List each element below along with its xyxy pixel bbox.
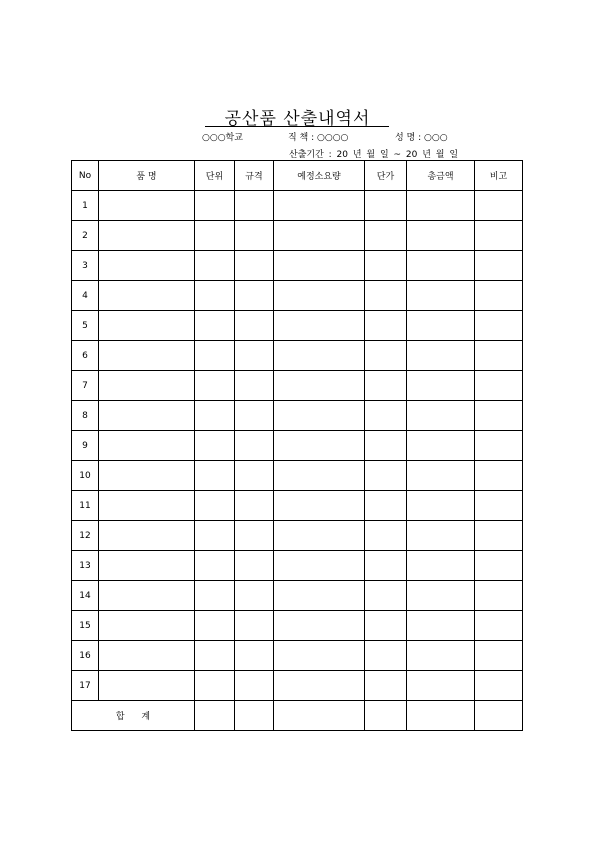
cell-spec[interactable] (235, 431, 274, 461)
cell-item-name[interactable] (99, 401, 195, 431)
cell-unit[interactable] (195, 371, 235, 401)
cell-unit[interactable] (195, 611, 235, 641)
cell-spec[interactable] (235, 671, 274, 701)
row-number: 15 (72, 611, 99, 641)
cell-unit[interactable] (195, 191, 235, 221)
table-row (72, 431, 523, 461)
cell-item-name[interactable] (99, 581, 195, 611)
cell-remarks[interactable] (475, 671, 523, 701)
cell-total-amount[interactable] (407, 641, 475, 671)
cell-unit-price[interactable] (365, 221, 407, 251)
total-cell-quantity[interactable] (274, 701, 365, 731)
header-row (72, 161, 523, 191)
cell-unit[interactable] (195, 251, 235, 281)
cell-total-amount[interactable] (407, 461, 475, 491)
cell-total-amount[interactable] (407, 251, 475, 281)
table-row (72, 191, 523, 221)
cell-unit[interactable] (195, 521, 235, 551)
header-expected-quantity: 예정소요량 (274, 161, 365, 191)
cell-unit-price[interactable] (365, 281, 407, 311)
cell-unit-price[interactable] (365, 311, 407, 341)
cell-unit-price[interactable] (365, 491, 407, 521)
cell-unit-price[interactable] (365, 341, 407, 371)
row-number: 6 (72, 341, 99, 371)
header-no: No (72, 161, 99, 191)
total-cell-price[interactable] (365, 701, 407, 731)
cell-expected-quantity[interactable] (274, 521, 365, 551)
cell-unit[interactable] (195, 311, 235, 341)
cell-spec[interactable] (235, 221, 274, 251)
cell-unit-price[interactable] (365, 521, 407, 551)
cell-unit-price[interactable] (365, 371, 407, 401)
cell-unit[interactable] (195, 641, 235, 671)
cell-unit-price[interactable] (365, 431, 407, 461)
cell-item-name[interactable] (99, 611, 195, 641)
cell-expected-quantity[interactable] (274, 371, 365, 401)
cell-expected-quantity[interactable] (274, 641, 365, 671)
calculation-period: 산출기간 : 20 년 월 일 ~ 20 년 월 일 (289, 150, 459, 160)
cell-remarks[interactable] (475, 521, 523, 551)
cell-expected-quantity[interactable] (274, 581, 365, 611)
header-spec: 규격 (235, 161, 274, 191)
title-underline (205, 126, 389, 127)
cell-spec[interactable] (235, 641, 274, 671)
cell-remarks[interactable] (475, 251, 523, 281)
cell-total-amount[interactable] (407, 341, 475, 371)
cell-expected-quantity[interactable] (274, 551, 365, 581)
total-cell-remarks[interactable] (475, 701, 523, 731)
cell-spec[interactable] (235, 311, 274, 341)
table-row (72, 251, 523, 281)
cell-expected-quantity[interactable] (274, 311, 365, 341)
row-number: 5 (72, 311, 99, 341)
cell-total-amount[interactable] (407, 671, 475, 701)
position-field: 직 책 : ○○○○ (288, 133, 349, 143)
table-row (72, 641, 523, 671)
table-row (72, 461, 523, 491)
cell-unit-price[interactable] (365, 671, 407, 701)
header-total-amount: 총금액 (407, 161, 475, 191)
row-number: 14 (72, 581, 99, 611)
cell-unit-price[interactable] (365, 191, 407, 221)
cell-spec[interactable] (235, 371, 274, 401)
cell-unit-price[interactable] (365, 461, 407, 491)
cell-total-amount[interactable] (407, 191, 475, 221)
row-number: 10 (72, 461, 99, 491)
cell-spec[interactable] (235, 191, 274, 221)
cell-remarks[interactable] (475, 311, 523, 341)
cell-item-name[interactable] (99, 641, 195, 671)
cell-item-name[interactable] (99, 281, 195, 311)
table-row (72, 221, 523, 251)
cell-total-amount[interactable] (407, 281, 475, 311)
table-row (72, 311, 523, 341)
cell-spec[interactable] (235, 281, 274, 311)
cell-remarks[interactable] (475, 281, 523, 311)
cell-item-name[interactable] (99, 191, 195, 221)
cell-unit[interactable] (195, 221, 235, 251)
cell-unit-price[interactable] (365, 611, 407, 641)
cell-spec[interactable] (235, 611, 274, 641)
total-row (72, 701, 523, 731)
cell-remarks[interactable] (475, 341, 523, 371)
total-cell-amount[interactable] (407, 701, 475, 731)
cell-expected-quantity[interactable] (274, 221, 365, 251)
table-row (72, 281, 523, 311)
total-label: 합 계 (72, 701, 195, 731)
cell-item-name[interactable] (99, 521, 195, 551)
cell-unit[interactable] (195, 551, 235, 581)
name-field: 성 명 : ○○○ (395, 133, 448, 143)
cell-total-amount[interactable] (407, 401, 475, 431)
cell-expected-quantity[interactable] (274, 461, 365, 491)
cell-expected-quantity[interactable] (274, 191, 365, 221)
cell-remarks[interactable] (475, 491, 523, 521)
cell-remarks[interactable] (475, 581, 523, 611)
cell-unit[interactable] (195, 341, 235, 371)
cell-remarks[interactable] (475, 371, 523, 401)
header-unit-price: 단가 (365, 161, 407, 191)
row-number: 16 (72, 641, 99, 671)
cell-expected-quantity[interactable] (274, 281, 365, 311)
cell-expected-quantity[interactable] (274, 671, 365, 701)
cell-unit[interactable] (195, 671, 235, 701)
cell-spec[interactable] (235, 491, 274, 521)
cell-spec[interactable] (235, 551, 274, 581)
table-body (72, 191, 523, 701)
cell-remarks[interactable] (475, 431, 523, 461)
cell-spec[interactable] (235, 401, 274, 431)
cell-total-amount[interactable] (407, 221, 475, 251)
cell-spec[interactable] (235, 461, 274, 491)
cell-total-amount[interactable] (407, 581, 475, 611)
cell-remarks[interactable] (475, 551, 523, 581)
cell-total-amount[interactable] (407, 611, 475, 641)
cell-unit-price[interactable] (365, 401, 407, 431)
cell-expected-quantity[interactable] (274, 491, 365, 521)
cell-total-amount[interactable] (407, 491, 475, 521)
row-number: 4 (72, 281, 99, 311)
cell-unit[interactable] (195, 401, 235, 431)
cell-spec[interactable] (235, 341, 274, 371)
table-row (72, 581, 523, 611)
cell-expected-quantity[interactable] (274, 251, 365, 281)
cell-total-amount[interactable] (407, 551, 475, 581)
cell-item-name[interactable] (99, 221, 195, 251)
cell-remarks[interactable] (475, 401, 523, 431)
table-row (72, 611, 523, 641)
cell-remarks[interactable] (475, 611, 523, 641)
cell-item-name[interactable] (99, 431, 195, 461)
cell-total-amount[interactable] (407, 521, 475, 551)
total-cell-unit[interactable] (195, 701, 235, 731)
cell-total-amount[interactable] (407, 311, 475, 341)
cell-item-name[interactable] (99, 491, 195, 521)
row-number: 8 (72, 401, 99, 431)
cell-remarks[interactable] (475, 461, 523, 491)
table-row (72, 401, 523, 431)
header-unit: 단위 (195, 161, 235, 191)
cell-total-amount[interactable] (407, 431, 475, 461)
cell-spec[interactable] (235, 581, 274, 611)
cell-expected-quantity[interactable] (274, 401, 365, 431)
cell-unit-price[interactable] (365, 251, 407, 281)
cell-item-name[interactable] (99, 461, 195, 491)
row-number: 11 (72, 491, 99, 521)
row-number: 12 (72, 521, 99, 551)
cell-item-name[interactable] (99, 341, 195, 371)
cell-unit-price[interactable] (365, 641, 407, 671)
calculation-table (71, 160, 523, 731)
row-number: 9 (72, 431, 99, 461)
row-number: 1 (72, 191, 99, 221)
cell-unit[interactable] (195, 491, 235, 521)
cell-unit[interactable] (195, 281, 235, 311)
table-row (72, 671, 523, 701)
cell-remarks[interactable] (475, 221, 523, 251)
table-row (72, 371, 523, 401)
cell-unit-price[interactable] (365, 581, 407, 611)
cell-unit[interactable] (195, 581, 235, 611)
table-row (72, 341, 523, 371)
cell-expected-quantity[interactable] (274, 431, 365, 461)
cell-unit[interactable] (195, 431, 235, 461)
cell-remarks[interactable] (475, 191, 523, 221)
row-number: 7 (72, 371, 99, 401)
table-row (72, 521, 523, 551)
table-row (72, 551, 523, 581)
cell-item-name[interactable] (99, 371, 195, 401)
cell-item-name[interactable] (99, 251, 195, 281)
row-number: 2 (72, 221, 99, 251)
cell-spec[interactable] (235, 251, 274, 281)
header-item-name: 품 명 (99, 161, 195, 191)
row-number: 17 (72, 671, 99, 701)
cell-expected-quantity[interactable] (274, 341, 365, 371)
cell-item-name[interactable] (99, 671, 195, 701)
row-number: 3 (72, 251, 99, 281)
document-title: 공산품 산출내역서 (224, 109, 371, 129)
header-remarks: 비고 (475, 161, 523, 191)
row-number: 13 (72, 551, 99, 581)
cell-expected-quantity[interactable] (274, 611, 365, 641)
table-row (72, 491, 523, 521)
cell-item-name[interactable] (99, 551, 195, 581)
cell-unit[interactable] (195, 461, 235, 491)
cell-remarks[interactable] (475, 641, 523, 671)
cell-total-amount[interactable] (407, 371, 475, 401)
cell-spec[interactable] (235, 521, 274, 551)
school-name: ○○○학교 (202, 133, 243, 143)
cell-unit-price[interactable] (365, 551, 407, 581)
cell-item-name[interactable] (99, 311, 195, 341)
total-cell-spec[interactable] (235, 701, 274, 731)
